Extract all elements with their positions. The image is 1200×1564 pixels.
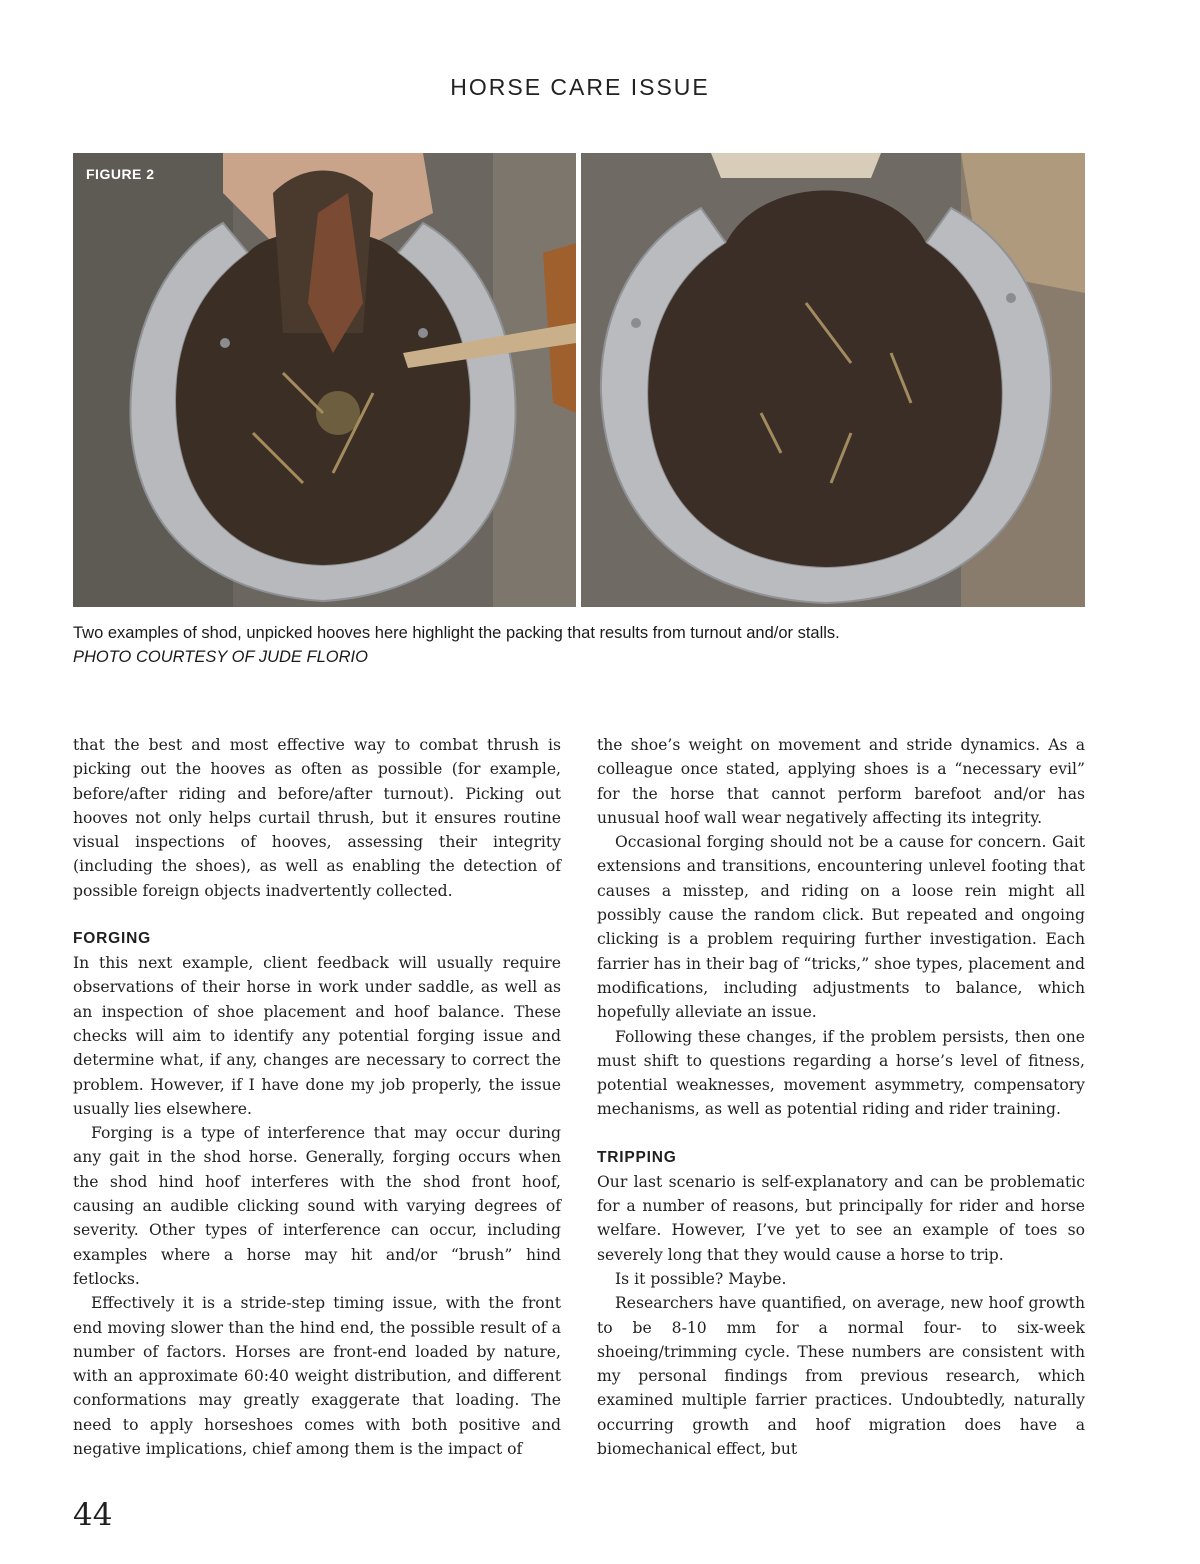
paragraph: that the best and most effective way to combat thrush is picking out the hooves as often as possible (for example, before/after riding and before/after turnout). Picking out hooves not only helps curtail thrush, but it ensures routine visual inspections of hooves, assessing their integrity (including the shoes), as well as enabling the detection of possible foreign objects inadvertently collected. — [73, 736, 561, 900]
paragraph: Is it possible? Maybe. — [615, 1269, 787, 1288]
hoof-photo-right — [581, 153, 1085, 607]
section-heading-forging: FORGING — [73, 930, 151, 948]
figure-2 — [73, 153, 1085, 607]
paragraph: Forging is a type of interference that may occur during any gait in the shod horse. Generally, forging occurs when the shod hind hoof interferes with the shod front hoof, causing an audible clicking sound with varying degrees of severity. Other types of interference can occur, including examples where a horse may hit and/or “brush” hind fetlocks. — [73, 1124, 561, 1288]
paragraph: Our last scenario is self-explanatory and can be problematic for a number of reasons, but principally for rider and horse welfare. However, I’ve yet to see an example of toes so severely long that they would cause a horse to trip. — [597, 1172, 1085, 1264]
paragraph: Effectively it is a stride-step timing issue, with the front end moving slower than the hind end, the possible result of a number of factors. Horses are front-end loaded by nature, with an approximate 60:40 weight distribution, and different conformations may greatly exaggerate that loading. The need to apply horseshoes comes with both positive and negative implications, chief among them is the impact of — [73, 1294, 561, 1459]
paragraph: Following these changes, if the problem persists, then one must shift to questions regarding a horse’s level of fitness, potential weaknesses, movement asymmetry, compensatory mechanisms, as well as potential riding and rider training. — [597, 1027, 1085, 1119]
article-column-right — [597, 733, 1085, 1461]
caption-text: Two examples of shod, unpicked hooves here highlight the packing that results from turnout and/or stalls. — [73, 624, 840, 642]
photo-credit: PHOTO COURTESY OF JUDE FLORIO — [73, 648, 368, 666]
paragraph: Researchers have quantified, on average, new hoof growth to be 8-10 mm for a normal four- to six-week shoeing/trimming cycle. These numbers are consistent with my personal findings from previous research, which examined multiple farrier practices. Undoubtedly, naturally occurring growth and hoof migration does have a biomechanical effect, but — [597, 1294, 1085, 1459]
hoof-photo-left — [73, 153, 576, 607]
figure-caption — [73, 621, 1085, 669]
paragraph: In this next example, client feedback will usually require observations of their horse in work under saddle, as well as an inspection of shoe placement and hoof balance. These checks will aim to identify any potential forging issue and determine what, if any, changes are necessary to correct the problem. However, if I have done my job properly, the issue usually lies elsewhere. — [73, 954, 561, 1118]
figure-label: FIGURE 2 — [86, 166, 155, 182]
paragraph: the shoe’s weight on movement and stride dynamics. As a colleague once stated, applying shoes is a “necessary evil” for the horse that cannot perform barefoot and/or has unusual hoof wall wear negatively affecting its integrity. — [597, 736, 1085, 827]
section-header: HORSE CARE ISSUE — [450, 74, 710, 100]
article-column-left — [73, 733, 561, 1461]
paragraph: Occasional forging should not be a cause for concern. Gait extensions and transitions, encountering unlevel footing that causes a misstep, and riding on a loose rein might all possibly cause the random click. But repeated and ongoing clicking is a problem requiring further investigation. Each farrier has in their bag of “tricks,” shoe types, placement and modifications, including adjustments to balance, which hopefully alleviate an issue. — [597, 833, 1085, 1022]
section-heading-tripping: TRIPPING — [597, 1148, 677, 1166]
page-number: 44 — [73, 1497, 113, 1533]
